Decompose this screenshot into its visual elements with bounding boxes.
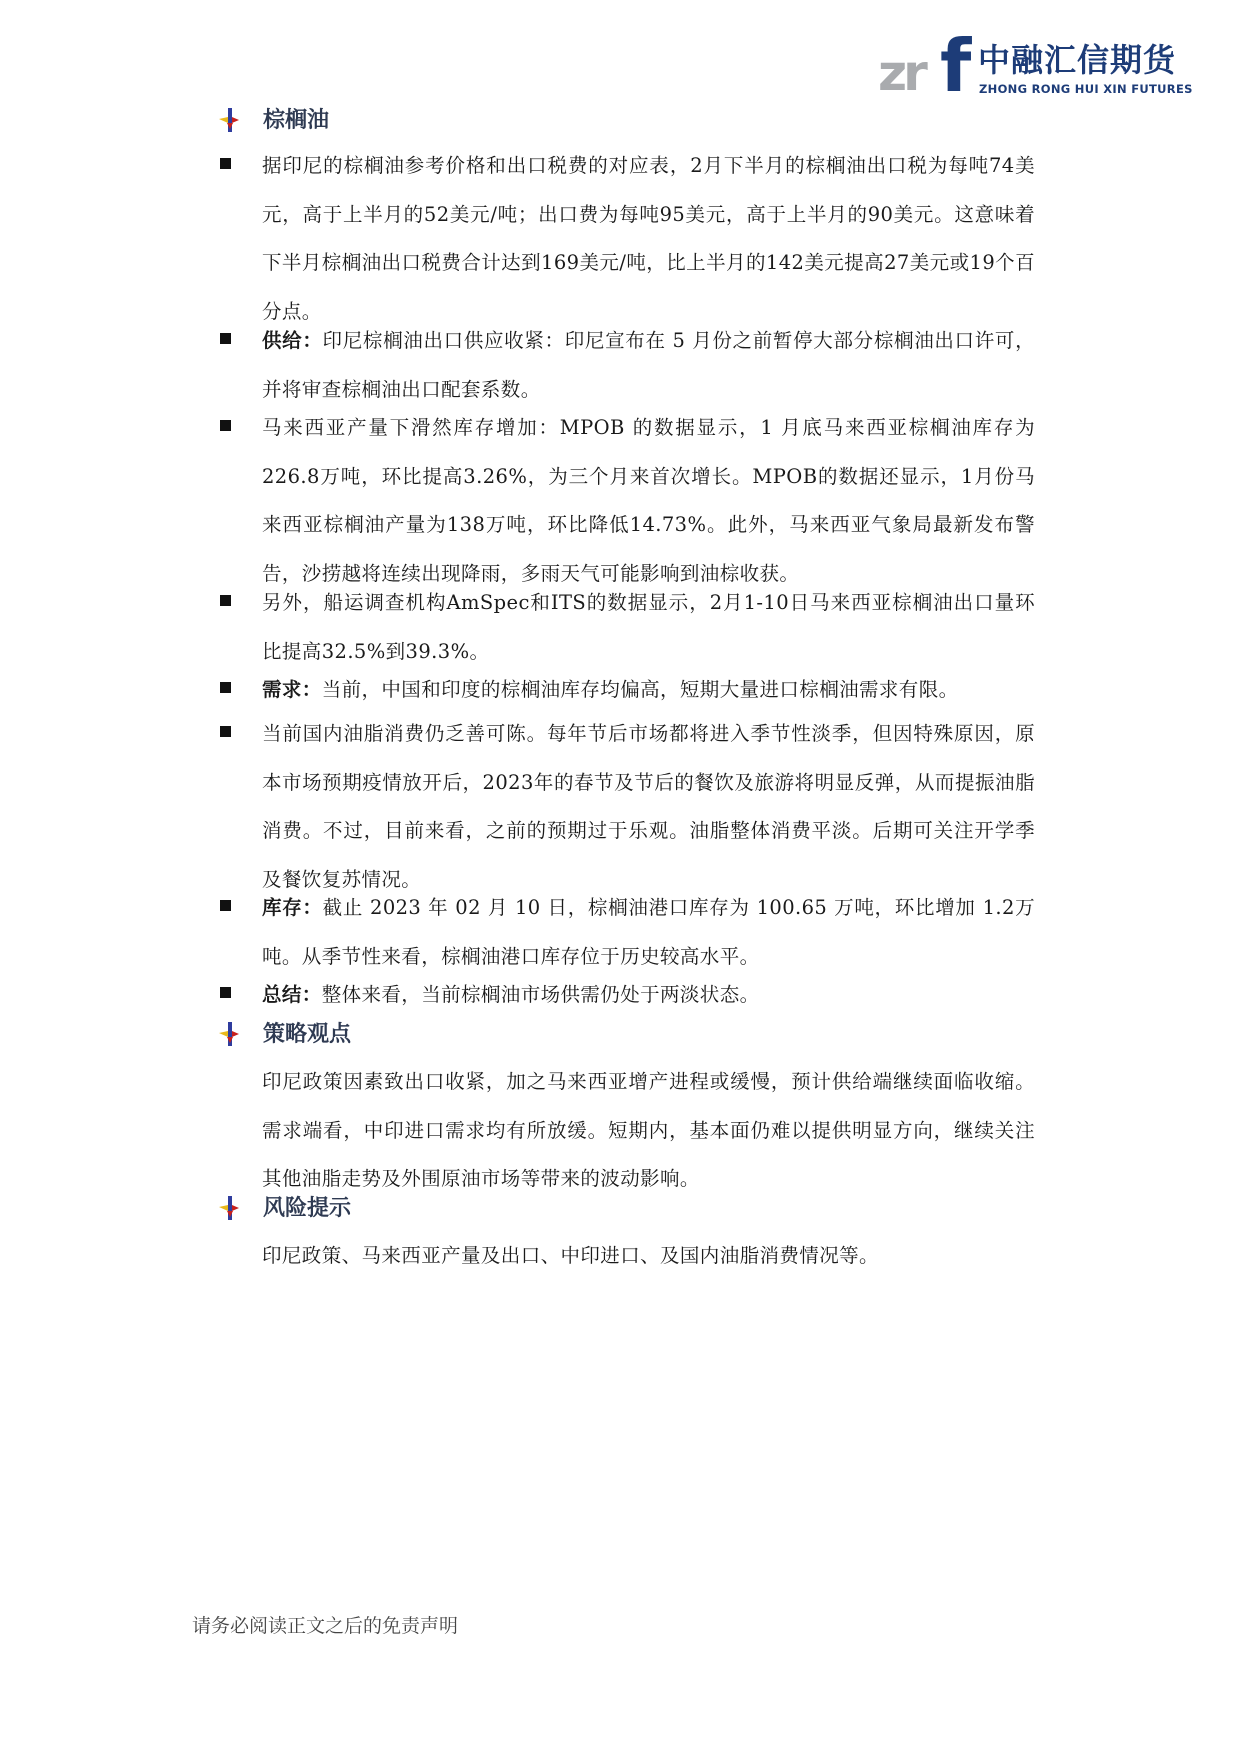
logo-name-en: ZHONG RONG HUI XIN FUTURES (979, 82, 1193, 96)
company-logo (878, 24, 1193, 108)
section-marker-icon (218, 1195, 240, 1221)
bullet-text: 当前国内油脂消费仍乏善可陈。每年节后市场都将进入季节性淡季，但因特殊原因，原本市场预期疫情放开后，2023年的春节及节后的餐饮及旅游将明显反弹，从而提振油脂消费。不过，目前来看，之前的预期过于乐观。油脂整体消费平淡。后期可关注开学季及餐饮复苏情况。 (262, 722, 1035, 891)
section-title: 策略观点 (263, 1022, 352, 1047)
risk-paragraph (262, 1232, 1035, 1281)
bullet-label: 总结： (262, 983, 322, 1006)
logo-name-cn: 中融汇信期货 (978, 41, 1177, 79)
risk-text: 印尼政策、马来西亚产量及出口、中印进口、及国内油脂消费情况等。 (262, 1244, 879, 1267)
bullet-paragraph-export-tax (262, 142, 1035, 336)
bullet-square-icon (220, 420, 231, 431)
section-marker-icon (218, 1021, 240, 1047)
logo-mark-f: f (940, 24, 972, 108)
bullet-square-icon (220, 682, 231, 693)
bullet-label: 需求： (262, 678, 322, 701)
bullet-label: 库存： (262, 896, 323, 919)
logo-mark-zr: zr (878, 44, 924, 102)
bullet-paragraph-domestic-consumption (262, 710, 1035, 904)
section-title: 棕榈油 (263, 108, 330, 133)
strategy-paragraph (262, 1058, 1035, 1204)
bullet-paragraph-malaysia-output (262, 404, 1035, 598)
footer-disclaimer: 请务必阅读正文之后的免责声明 (192, 1615, 459, 1637)
bullet-text: 当前，中国和印度的棕榈油库存均偏高，短期大量进口棕榈油需求有限。 (321, 678, 959, 701)
strategy-text: 印尼政策因素致出口收紧，加之马来西亚增产进程或缓慢，预计供给端继续面临收缩。需求端看，中印进口需求均有所放缓。短期内，基本面仍难以提供明显方向，继续关注其他油脂走势及外围原油市场等带来的波动影响。 (262, 1070, 1035, 1190)
section-marker-icon (218, 107, 240, 133)
bullet-text: 印尼棕榈油出口供应收紧：印尼宣布在 5 月份之前暂停大部分棕榈油出口许可，并将审查棕榈油出口配套系数。 (262, 329, 1035, 401)
bullet-text: 整体来看，当前棕榈油市场供需仍处于两淡状态。 (321, 983, 760, 1006)
bullet-paragraph-demand (262, 666, 1035, 715)
bullet-text: 马来西亚产量下滑然库存增加：MPOB 的数据显示，1 月底马来西亚棕榈油库存为226.8万吨，环比提高3.26%，为三个月来首次增长。MPOB的数据还显示，1月份马来西亚棕榈油产量为138万吨，环比降低14.73%。此外，马来西亚气象局最新发布警告，沙捞越将连续出现降雨，多雨天气可能影响到油棕收获。 (262, 416, 1035, 585)
bullet-square-icon (220, 158, 231, 169)
bullet-paragraph-summary (262, 971, 1035, 1020)
bullet-square-icon (220, 900, 231, 911)
bullet-square-icon (220, 333, 231, 344)
bullet-square-icon (220, 987, 231, 998)
bullet-paragraph-inventory (262, 884, 1035, 981)
bullet-text: 另外，船运调查机构AmSpec和ITS的数据显示，2月1-10日马来西亚棕榈油出口量环比提高32.5%到39.3%。 (262, 591, 1035, 663)
bullet-paragraph-supply (262, 317, 1035, 414)
bullet-square-icon (220, 726, 231, 737)
bullet-paragraph-shipping-survey (262, 579, 1035, 676)
bullet-text: 截止 2023 年 02 月 10 日，棕榈油港口库存为 100.65 万吨，环比增加 1.2万吨。从季节性来看，棕榈油港口库存位于历史较高水平。 (262, 896, 1035, 968)
bullet-square-icon (220, 595, 231, 606)
bullet-text: 据印尼的棕榈油参考价格和出口税费的对应表，2月下半月的棕榈油出口税为每吨74美元，高于上半月的52美元/吨；出口费为每吨95美元，高于上半月的90美元。这意味着下半月棕榈油出口税费合计达到169美元/吨，比上半月的142美元提高27美元或19个百分点。 (262, 154, 1035, 323)
section-title: 风险提示 (263, 1196, 352, 1221)
bullet-label: 供给： (262, 329, 323, 352)
